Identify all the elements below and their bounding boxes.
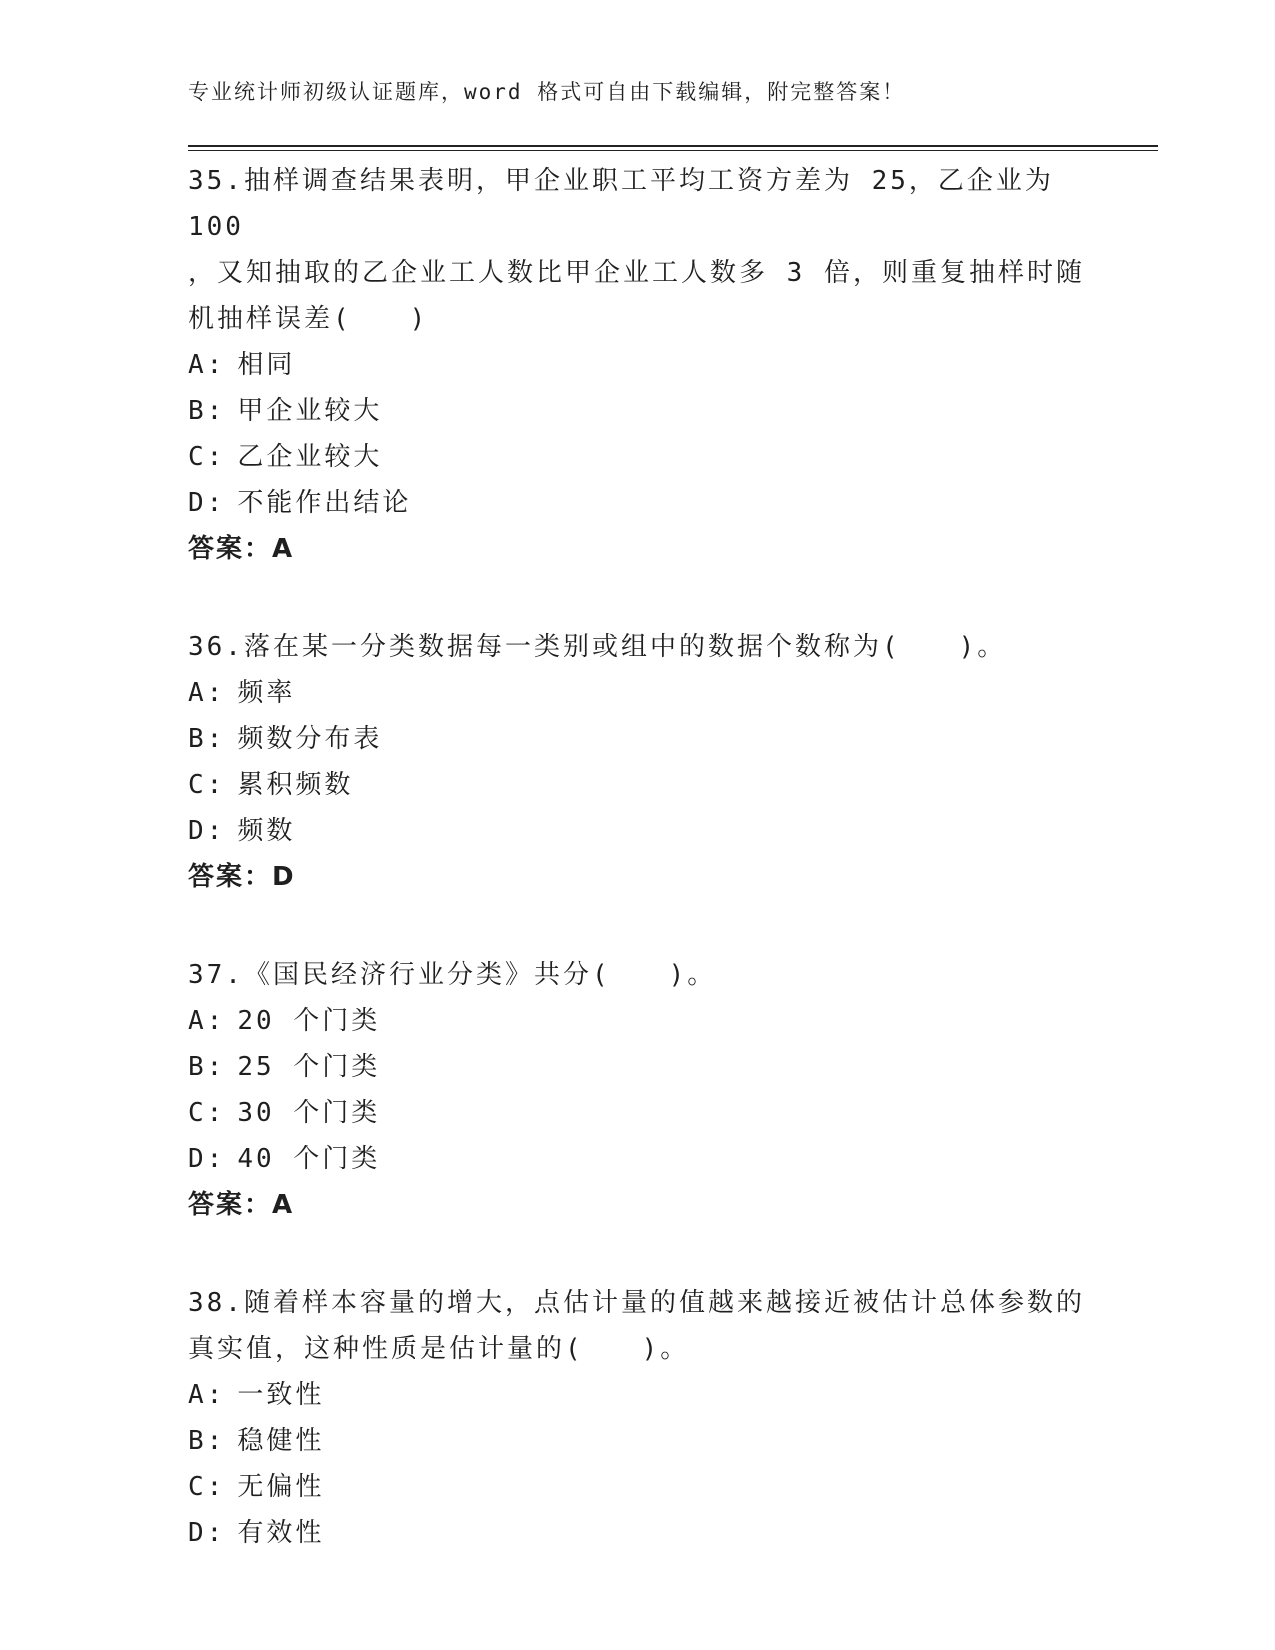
option-text: 无偏性 (237, 1472, 325, 1502)
option-a (188, 1372, 1088, 1418)
page-header: 专业统计师初级认证题库，word 格式可自由下载编辑，附完整答案！ (188, 80, 906, 104)
header-divider-thin (188, 150, 1158, 151)
option-letter: D: (188, 1144, 226, 1174)
question-38 (188, 1280, 1088, 1556)
option-text: 20 个门类 (237, 1006, 381, 1036)
option-text: 甲企业较大 (237, 396, 383, 426)
option-d (188, 1136, 1088, 1182)
question-text-line: 36.落在某一分类数据每一类别或组中的数据个数称为( )。 (188, 632, 1007, 662)
option-letter: A: (188, 350, 226, 380)
option-c (188, 762, 1088, 808)
option-letter: B: (188, 724, 226, 754)
option-letter: B: (188, 1052, 226, 1082)
option-c (188, 1090, 1088, 1136)
option-text: 稳健性 (237, 1426, 325, 1456)
question-text-line: 机抽样误差( ) (188, 304, 429, 334)
option-text: 不能作出结论 (237, 488, 412, 518)
option-a (188, 670, 1088, 716)
option-letter: A: (188, 1380, 226, 1410)
option-letter: D: (188, 1518, 226, 1548)
question-35 (188, 158, 1088, 572)
option-text: 40 个门类 (237, 1144, 381, 1174)
option-b (188, 1044, 1088, 1090)
option-b (188, 388, 1088, 434)
option-d (188, 808, 1088, 854)
answer-label: 答案：A (188, 1190, 295, 1220)
option-d (188, 480, 1088, 526)
option-letter: B: (188, 1426, 226, 1456)
option-text: 25 个门类 (237, 1052, 381, 1082)
option-a (188, 998, 1088, 1044)
option-letter: B: (188, 396, 226, 426)
question-text-line: ，又知抽取的乙企业工人数比甲企业工人数多 3 倍，则重复抽样时随 (188, 258, 1085, 288)
option-text: 乙企业较大 (237, 442, 383, 472)
option-text: 累积频数 (237, 770, 354, 800)
option-letter: D: (188, 488, 226, 518)
question-text-line: 真实值，这种性质是估计量的( )。 (188, 1334, 690, 1364)
option-d (188, 1510, 1088, 1556)
question-list (188, 158, 1088, 1608)
option-letter: C: (188, 442, 226, 472)
option-text: 相同 (237, 350, 296, 380)
question-36 (188, 624, 1088, 900)
option-text: 频数 (237, 816, 296, 846)
question-37 (188, 952, 1088, 1228)
option-text: 有效性 (237, 1518, 325, 1548)
option-letter: C: (188, 1472, 226, 1502)
option-b (188, 716, 1088, 762)
header-divider (188, 145, 1158, 147)
option-letter: A: (188, 678, 226, 708)
answer-label: 答案：A (188, 534, 295, 564)
option-c (188, 1464, 1088, 1510)
option-b (188, 1418, 1088, 1464)
answer-label: 答案：D (188, 862, 296, 892)
option-letter: C: (188, 1098, 226, 1128)
question-text-line: 35.抽样调查结果表明，甲企业职工平均工资方差为 25，乙企业为 100 (188, 166, 1073, 242)
option-text: 30 个门类 (237, 1098, 381, 1128)
option-text: 频数分布表 (237, 724, 383, 754)
option-a (188, 342, 1088, 388)
option-letter: D: (188, 816, 226, 846)
question-text-line: 38.随着样本容量的增大，点估计量的值越来越接近被估计总体参数的 (188, 1288, 1085, 1318)
option-letter: C: (188, 770, 226, 800)
option-c (188, 434, 1088, 480)
option-letter: A: (188, 1006, 226, 1036)
option-text: 频率 (237, 678, 296, 708)
question-text-line: 37.《国民经济行业分类》共分( )。 (188, 960, 717, 990)
option-text: 一致性 (237, 1380, 325, 1410)
